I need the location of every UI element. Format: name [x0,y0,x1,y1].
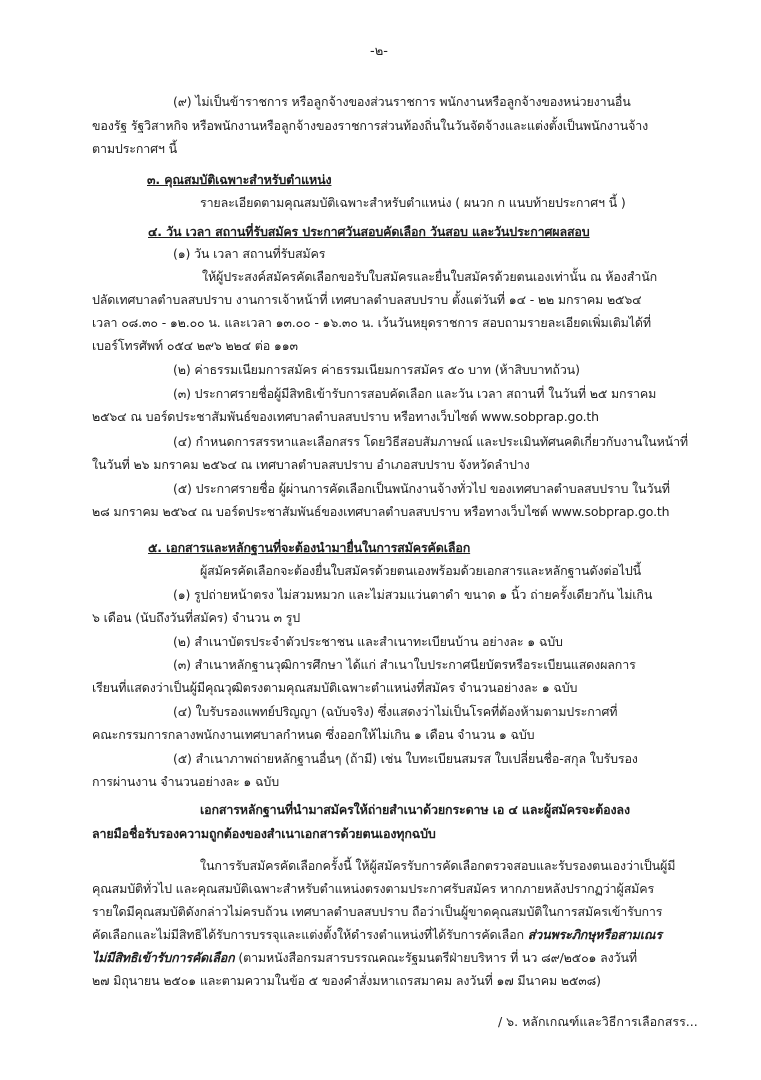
section-3-text: รายละเอียดตามคุณสมบัติเฉพาะสำหรับตำแหน่ง ( ผนวก ก แนบท้ายประกาศฯ นี้ ) [200,195,626,210]
section-4-3-line-2: ๒๕๖๔ ณ บอร์ดประชาสัมพันธ์ของเทศบาลตำบลสบปราบ หรือทางเว็บไซต์ www.sobprap.go.th [92,409,599,424]
section-4-3-line-1: (๓) ประกาศรายชื่อผู้มีสิทธิเข้ารับการสอบคัดเลือก และวัน เวลา สถานที่ ในวันที่ ๒๕ มกราคม [173,386,657,401]
final-paragraph-line-5 [92,948,637,968]
section-5-intro: ผู้สมัครคัดเลือกจะต้องยื่นใบสมัครด้วยตนเองพร้อมด้วยเอกสารและหลักฐานดังต่อไปนี้ [200,563,642,578]
section-4-5-line-2: ๒๘ มกราคม ๒๕๖๔ ณ บอร์ดประชาสัมพันธ์ของเทศบาลตำบลสบปราบ หรือทางเว็บไซต์ www.sobprap.go.th [92,504,670,519]
section-4-4-line-2: ในวันที่ ๒๖ มกราคม ๒๕๖๔ ณ เทศบาลตำบลสบปราบ อำเภอสบปราบ จังหวัดลำปาง [92,457,530,472]
section-4-5-line-1: (๕) ประกาศรายชื่อ ผู้ผ่านการคัดเลือกเป็นพนักงานจ้างทั่วไป ของเทศบาลตำบลสบปราบ ในวันที่ [173,481,670,496]
section-5-3-line-2: เรียนที่แสดงว่าเป็นผู้มีคุณวุฒิตรงตามคุณสมบัติเฉพาะตำแหน่งที่สมัคร จำนวนอย่างละ ๑ ฉบับ [92,680,578,695]
section-5-heading: ๕. เอกสารและหลักฐานที่จะต้องนำมายื่นในการสมัครคัดเลือก [148,540,471,555]
section-4-4-line-1: (๔) กำหนดการสรรหาและเลือกสรร โดยวิธีสอบสัมภาษณ์ และประเมินทัศนคติเกี่ยวกับงานในหน้าที่ [173,434,689,449]
section-5-4-line-1: (๔) ใบรับรองแพทย์ปริญญา (ฉบับจริง) ซึ่งแสดงว่าไม่เป็นโรคที่ต้องห้ามตามประกาศที่ [173,704,618,719]
section-5-5-line-2: การผ่านงาน จำนวนอย่างละ ๑ ฉบับ [92,774,279,789]
continuation-footer: / ๖. หลักเกณฑ์และวิธีการเลือกสรร... [498,1014,698,1029]
final-paragraph-line-2: คุณสมบัติทั่วไป และคุณสมบัติเฉพาะสำหรับตำแหน่งตรงตามประกาศรับสมัคร หากภายหลังปรากฏว่าผู้สมัคร [92,881,655,896]
no-right-clause-emphasis: ไม่มีสิทธิเข้ารับการคัดเลือก [92,950,235,965]
final-paragraph-line-6: ๒๗ มิถุนายน ๒๕๐๑ และตามความในข้อ ๕ ของคำสั่งมหาเถรสมาคม ลงวันที่ ๑๗ มีนาคม ๒๕๓๘) [92,973,601,988]
final-paragraph-line-3: รายใดมีคุณสมบัติดังกล่าวไม่ครบถ้วน เทศบาลตำบลสบปราบ ถือว่าเป็นผู้ขาดคุณสมบัติในการสมัครเข้ารับการ [92,904,663,919]
section-5-5-line-1: (๕) สำเนาภาพถ่ายหลักฐานอื่นๆ (ถ้ามี) เช่น ใบทะเบียนสมรส ใบเปลี่ยนชื่อ-สกุล ใบรับรอง [173,751,638,766]
section-5-2: (๒) สำเนาบัตรประจำตัวประชาชน และสำเนาทะเบียนบ้าน อย่างละ ๑ ฉบับ [173,634,563,649]
paragraph-9-line-1: (๙) ไม่เป็นข้าราชการ หรือลูกจ้างของส่วนราชการ พนักงานหรือลูกจ้างของหน่วยงานอื่น [173,94,631,109]
section-4-1-line-1: ให้ผู้ประสงค์สมัครคัดเลือกขอรับใบสมัครและยื่นใบสมัครด้วยตนเองเท่านั้น ณ ห้องสำนัก [202,269,658,284]
page-number: -๒- [370,44,388,59]
section-5-1-line-2: ๖ เดือน (นับถึงวันที่สมัคร) จำนวน ๓ รูป [92,610,301,625]
section-5-4-line-2: คณะกรรมการกลางพนักงานเทศบาลกำหนด ซึ่งออกให้ไม่เกิน ๑ เดือน จำนวน ๑ ฉบับ [92,727,535,742]
section-5-3-line-1: (๓) สำเนาหลักฐานวุฒิการศึกษา ได้แก่ สำเนาใบประกาศนียบัตรหรือระเบียนแสดงผลการ [173,657,636,672]
final-line-4-text: คัดเลือกและไม่มีสิทธิได้รับการบรรจุและแต่งตั้งให้ดำรงตำแหน่งที่ได้รับการคัดเลือก [92,927,528,942]
final-paragraph-line-4 [92,925,662,945]
monk-clause-emphasis: ส่วนพระภิกษุหรือสามเณร [527,927,662,942]
paragraph-9-line-3: ตามประกาศฯ นี้ [92,141,177,156]
notice-bold-line-1: เอกสารหลักฐานที่นำมาสมัครให้ถ่ายสำเนาด้วยกระดาษ เอ ๔ และผู้สมัครจะต้องลง [200,802,630,817]
section-5-1-line-1: (๑) รูปถ่ายหน้าตรง ไม่สวมหมวก และไม่สวมแว่นตาดำ ขนาด ๑ นิ้ว ถ่ายครั้งเดียวกัน ไม่เกิน [173,587,653,602]
section-4-1-line-3: เวลา ๐๘.๓๐ - ๑๒.๐๐ น. และเวลา ๑๓.๐๐ - ๑๖.๓๐ น. เว้นวันหยุดราชการ สอบถามรายละเอียดเพิ่มเติมได้ที่ [92,315,651,330]
final-paragraph-line-1: ในการรับสมัครคัดเลือกครั้งนี้ ให้ผู้สมัครรับการคัดเลือกตรวจสอบและรับรองตนเองว่าเป็นผู้มี [200,858,676,873]
paragraph-9-line-2: ของรัฐ รัฐวิสาหกิจ หรือพนักงานหรือลูกจ้างของราชการส่วนท้องถิ่นในวันจัดจ้างและแต่งตั้งเป็นพนักงานจ้าง [92,118,649,133]
section-4-1-line-2: ปลัดเทศบาลตำบลสบปราบ งานการเจ้าหน้าที่ เทศบาลตำบลสบปราบ ตั้งแต่วันที่ ๑๔ - ๒๒ มกราคม ๒๕๖๔ [92,292,642,307]
section-4-1-title: (๑) วัน เวลา สถานที่รับสมัคร [173,246,326,261]
notice-bold-line-2: ลายมือชื่อรับรองความถูกต้องของสำเนาเอกสารด้วยตนเองทุกฉบับ [92,826,436,841]
section-4-1-line-4: เบอร์โทรศัพท์ ๐๕๔ ๒๙๖ ๒๒๔ ต่อ ๑๑๓ [92,338,298,353]
final-line-5-text: (ตามหนังสือกรมสารบรรณคณะรัฐมนตรีฝ่ายบริหาร ที่ นว ๘๙/๒๕๐๑ ลงวันที่ [234,950,637,965]
section-3-heading: ๓. คุณสมบัติเฉพาะสำหรับตำแหน่ง [147,172,332,187]
section-4-heading: ๔. วัน เวลา สถานที่รับสมัคร ประกาศวันสอบคัดเลือก วันสอบ และวันประกาศผลสอบ [148,224,590,239]
section-4-2: (๒) ค่าธรรมเนียมการสมัคร ค่าธรรมเนียมการสมัคร ๕๐ บาท (ห้าสิบบาทถ้วน) [173,362,580,377]
